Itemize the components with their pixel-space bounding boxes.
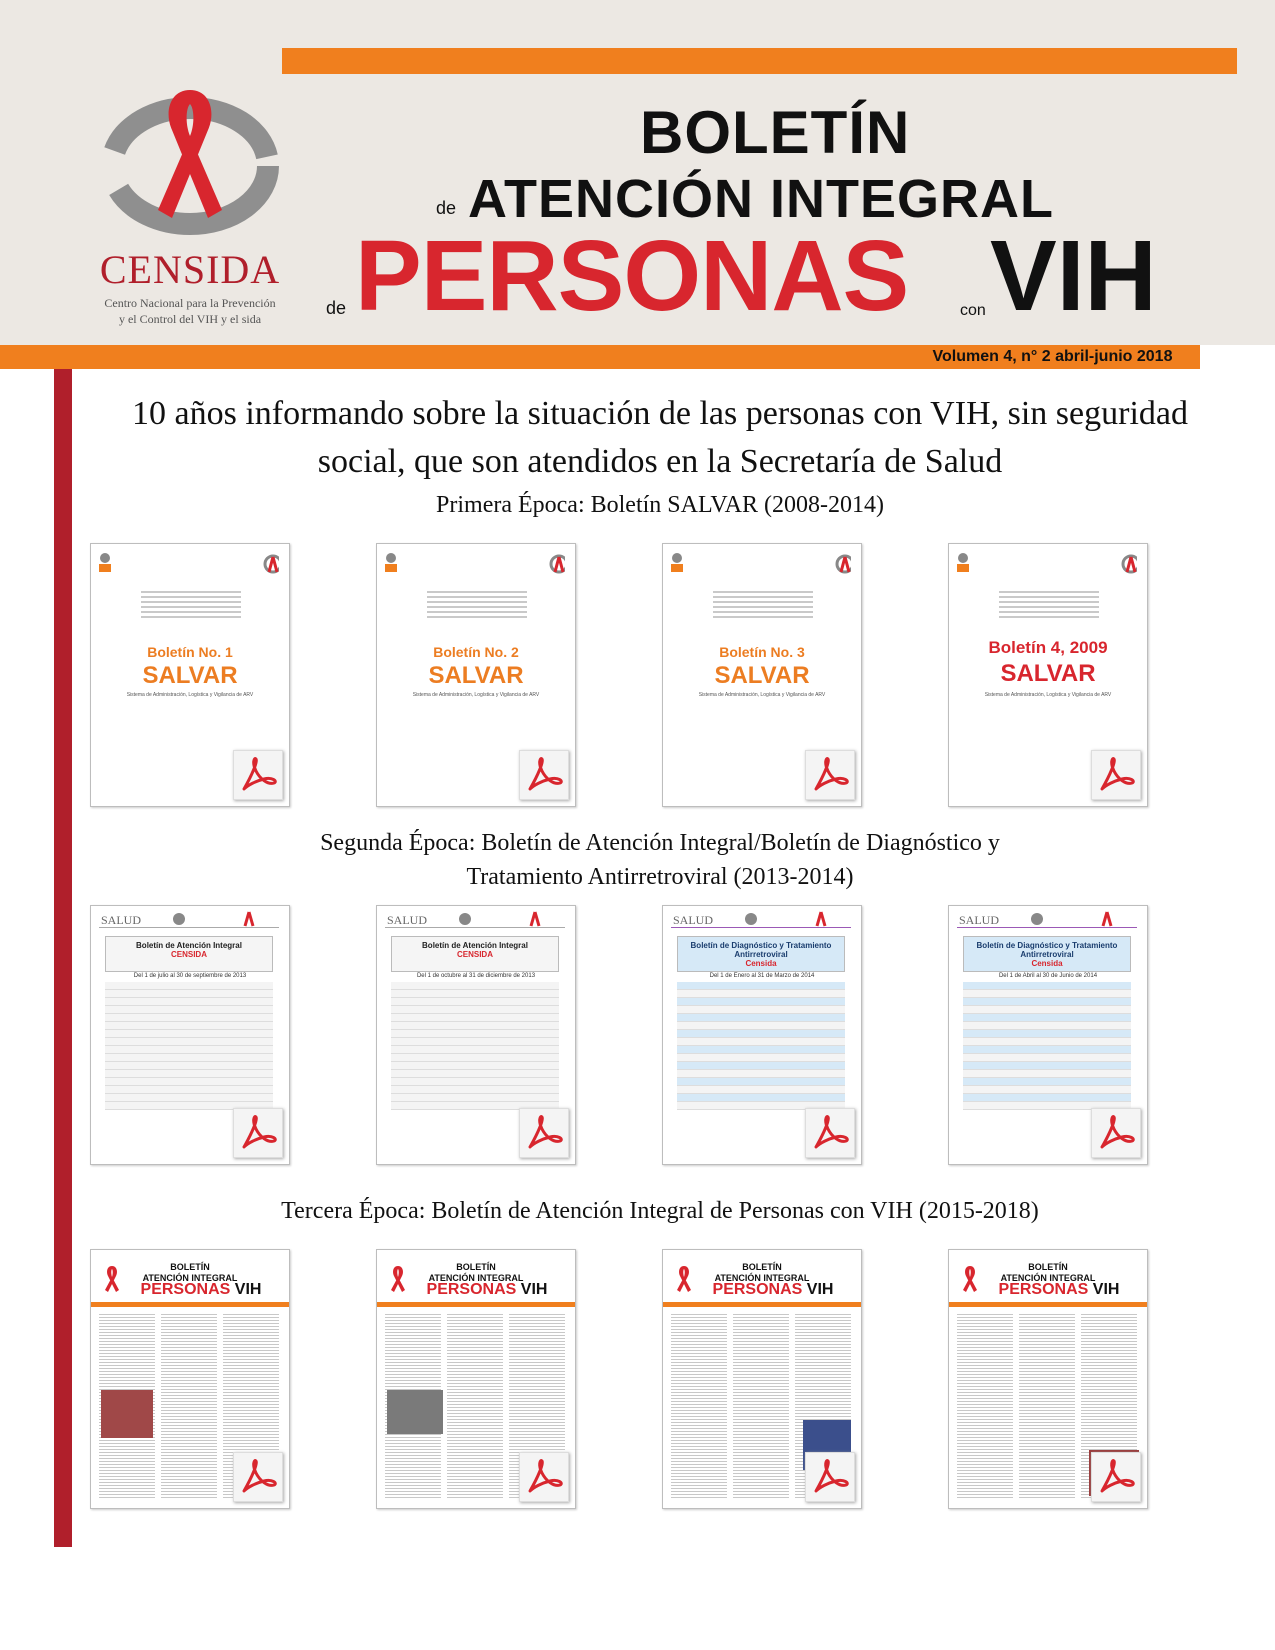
- mini-orange-bar: [949, 1302, 1147, 1307]
- thumbnail-photo: [387, 1390, 443, 1434]
- thumbnail-org: CENSIDA: [170, 950, 207, 959]
- mini-personas-text: PERSONAS: [998, 1281, 1089, 1298]
- era2-heading-line1: Segunda Época: Boletín de Atención Integral/Boletín de Diagnóstico y: [320, 830, 1000, 856]
- era2-bulletin-thumbnail[interactable]: [376, 905, 576, 1165]
- pdf-icon[interactable]: [233, 750, 283, 800]
- thumbnail-title-box: [391, 936, 559, 972]
- thumbnail-org: CENSIDA: [456, 950, 493, 959]
- mini-title-boletin: BOLETÍN: [456, 1262, 496, 1272]
- mini-vih-text: VIH: [1092, 1281, 1120, 1298]
- thumbnail-title: Boletín 4, 2009: [988, 638, 1108, 657]
- thumbnail-org: Censida: [1031, 959, 1063, 968]
- thumbnail-subtitle: Sistema de Administración, Logística y Vigilancia de ARV: [698, 692, 826, 698]
- mini-title-atencion: ATENCIÓN INTEGRAL: [142, 1273, 238, 1283]
- thumbnail-period: Del 1 de Abril al 30 de Junio de 2014: [998, 973, 1098, 979]
- thumbnail-period: Del 1 de Enero al 31 de Marzo de 2014: [709, 973, 815, 979]
- thumbnail-text-lines: [427, 588, 527, 621]
- logo-subtitle-line1: Centro Nacional para la Prevención: [104, 296, 276, 310]
- thumbnail-text-lines: [141, 588, 241, 621]
- thumbnail-header-logos: [385, 552, 565, 576]
- thumbnail-title-box: [677, 936, 845, 972]
- mini-orange-bar: [377, 1302, 575, 1307]
- pdf-icon[interactable]: [805, 1108, 855, 1158]
- title-atencion-integral: ATENCIÓN INTEGRAL: [468, 169, 1054, 229]
- era2-bulletin-thumbnail[interactable]: [662, 905, 862, 1165]
- thumbnail-title-box: [105, 936, 273, 972]
- headline: 10 años informando sobre la situación de las personas con VIH, sin seguridad social, que son atendidos en la Secretaría de Salud: [132, 395, 1188, 480]
- thumbnail-text-lines: [713, 588, 813, 621]
- thumbnail-title: Boletín No. 2: [433, 644, 519, 660]
- pdf-icon[interactable]: [805, 750, 855, 800]
- pdf-icon[interactable]: [1091, 1108, 1141, 1158]
- title-de-2: de: [326, 298, 347, 318]
- header-top-orange-bar: [282, 48, 1237, 74]
- red-ribbon-logo-icon: [90, 78, 290, 248]
- thumbnail-name: SALVAR: [714, 662, 810, 689]
- thumbnail-header-logos: [99, 552, 279, 576]
- pdf-icon[interactable]: [519, 1108, 569, 1158]
- pdf-icon[interactable]: [1091, 1452, 1141, 1502]
- thumbnail-title: Boletín de Diagnóstico y Tratamiento Antirretroviral: [976, 941, 1118, 959]
- mini-title-boletin: BOLETÍN: [170, 1262, 210, 1272]
- censida-logo: [90, 78, 290, 328]
- thumbnail-header-logos: [671, 552, 851, 576]
- mini-vih-text: VIH: [806, 1281, 834, 1298]
- mini-title-atencion: ATENCIÓN INTEGRAL: [428, 1273, 524, 1283]
- pdf-icon[interactable]: [519, 1452, 569, 1502]
- thumbnail-title: Boletín No. 1: [147, 644, 233, 660]
- thumbnail-period: Del 1 de octubre al 31 de diciembre de 2013: [416, 973, 536, 979]
- mini-title-personas: [121, 1281, 281, 1299]
- thumbnail-title: Boletín No. 3: [719, 644, 805, 660]
- title-boletin: BOLETÍN: [640, 99, 911, 166]
- era2-heading-line2: Tratamiento Antirretroviral (2013-2014): [466, 864, 854, 890]
- era1-bulletin-thumbnail[interactable]: [90, 543, 290, 807]
- thumbnail-subtitle: Sistema de Administración, Logística y Vigilancia de ARV: [126, 692, 254, 698]
- thumbnail-subtitle: Sistema de Administración, Logística y Vigilancia de ARV: [412, 692, 540, 698]
- title-vih: VIH: [990, 220, 1157, 332]
- era3-heading: Tercera Época: Boletín de Atención Integral de Personas con VIH (2015-2018): [281, 1198, 1039, 1224]
- era3-bulletin-thumbnail[interactable]: [948, 1249, 1148, 1509]
- thumbnail-header-logos: [957, 910, 1137, 928]
- era3-bulletin-thumbnail[interactable]: [376, 1249, 576, 1509]
- title-de-1: de: [436, 198, 457, 218]
- era1-bulletin-thumbnail[interactable]: [376, 543, 576, 807]
- pdf-icon[interactable]: [233, 1108, 283, 1158]
- mini-vih-text: VIH: [520, 1281, 548, 1298]
- thumbnail-text-lines: [999, 588, 1099, 621]
- title-con: con: [960, 302, 986, 319]
- thumbnail-header-logos: [385, 910, 565, 928]
- mini-personas-text: PERSONAS: [712, 1281, 803, 1298]
- thumbnail-period: Del 1 de julio al 30 de septiembre de 2013: [133, 973, 247, 979]
- left-red-stripe: [54, 369, 72, 1547]
- thumbnail-org: Censida: [745, 959, 777, 968]
- thumbnail-table: [963, 982, 1131, 1110]
- thumbnail-name: SALVAR: [142, 662, 238, 689]
- pdf-icon[interactable]: [1091, 750, 1141, 800]
- mini-title-atencion: ATENCIÓN INTEGRAL: [1000, 1273, 1096, 1283]
- mini-title-personas: [693, 1281, 853, 1299]
- thumbnail-name: SALVAR: [1000, 660, 1096, 687]
- thumbnail-name: SALVAR: [428, 662, 524, 689]
- pdf-icon[interactable]: [805, 1452, 855, 1502]
- era3-bulletin-thumbnail[interactable]: [90, 1249, 290, 1509]
- thumbnail-table: [677, 982, 845, 1110]
- svg-text:SALUD: SALUD: [959, 913, 1000, 927]
- svg-text:SALUD: SALUD: [101, 913, 142, 927]
- mini-title-personas: [407, 1281, 567, 1299]
- logo-subtitle-line2: y el Control del VIH y el sida: [118, 312, 262, 326]
- volume-label: Volumen 4, n° 2 abril-junio 2018: [905, 345, 1200, 369]
- era2-bulletin-thumbnail[interactable]: [90, 905, 290, 1165]
- thumbnail-title: Boletín de Atención Integral: [422, 941, 528, 950]
- svg-text:SALUD: SALUD: [387, 913, 428, 927]
- era1-heading: Primera Época: Boletín SALVAR (2008-2014): [436, 492, 884, 518]
- thumbnail-photo: [101, 1390, 153, 1438]
- logo-wordmark: CENSIDA: [99, 247, 281, 292]
- mini-title-personas: [979, 1281, 1139, 1299]
- mini-title-boletin: BOLETÍN: [742, 1262, 782, 1272]
- thumbnail-header-logos: [99, 910, 279, 928]
- mini-vih-text: VIH: [234, 1281, 262, 1298]
- mini-personas-text: PERSONAS: [426, 1281, 517, 1298]
- thumbnail-title: Boletín de Diagnóstico y Tratamiento Antirretroviral: [690, 941, 832, 959]
- era1-bulletin-thumbnail[interactable]: [662, 543, 862, 807]
- thumbnail-table: [105, 982, 273, 1110]
- mini-personas-text: PERSONAS: [140, 1281, 231, 1298]
- thumbnail-subtitle: Sistema de Administración, Logística y Vigilancia de ARV: [984, 692, 1112, 698]
- thumbnail-header-logos: [957, 552, 1137, 576]
- thumbnail-table: [391, 982, 559, 1110]
- mini-orange-bar: [663, 1302, 861, 1307]
- mini-title-atencion: ATENCIÓN INTEGRAL: [714, 1273, 810, 1283]
- era3-bulletin-thumbnail[interactable]: [662, 1249, 862, 1509]
- pdf-icon[interactable]: [233, 1452, 283, 1502]
- era2-bulletin-thumbnail[interactable]: [948, 905, 1148, 1165]
- era1-bulletin-thumbnail[interactable]: [948, 543, 1148, 807]
- thumbnail-title-box: [963, 936, 1131, 972]
- thumbnail-title: Boletín de Atención Integral: [136, 941, 242, 950]
- title-personas: PERSONAS: [355, 220, 909, 332]
- thumbnail-header-logos: [671, 910, 851, 928]
- mini-title-boletin: BOLETÍN: [1028, 1262, 1068, 1272]
- mini-orange-bar: [91, 1302, 289, 1307]
- pdf-icon[interactable]: [519, 750, 569, 800]
- svg-text:SALUD: SALUD: [673, 913, 714, 927]
